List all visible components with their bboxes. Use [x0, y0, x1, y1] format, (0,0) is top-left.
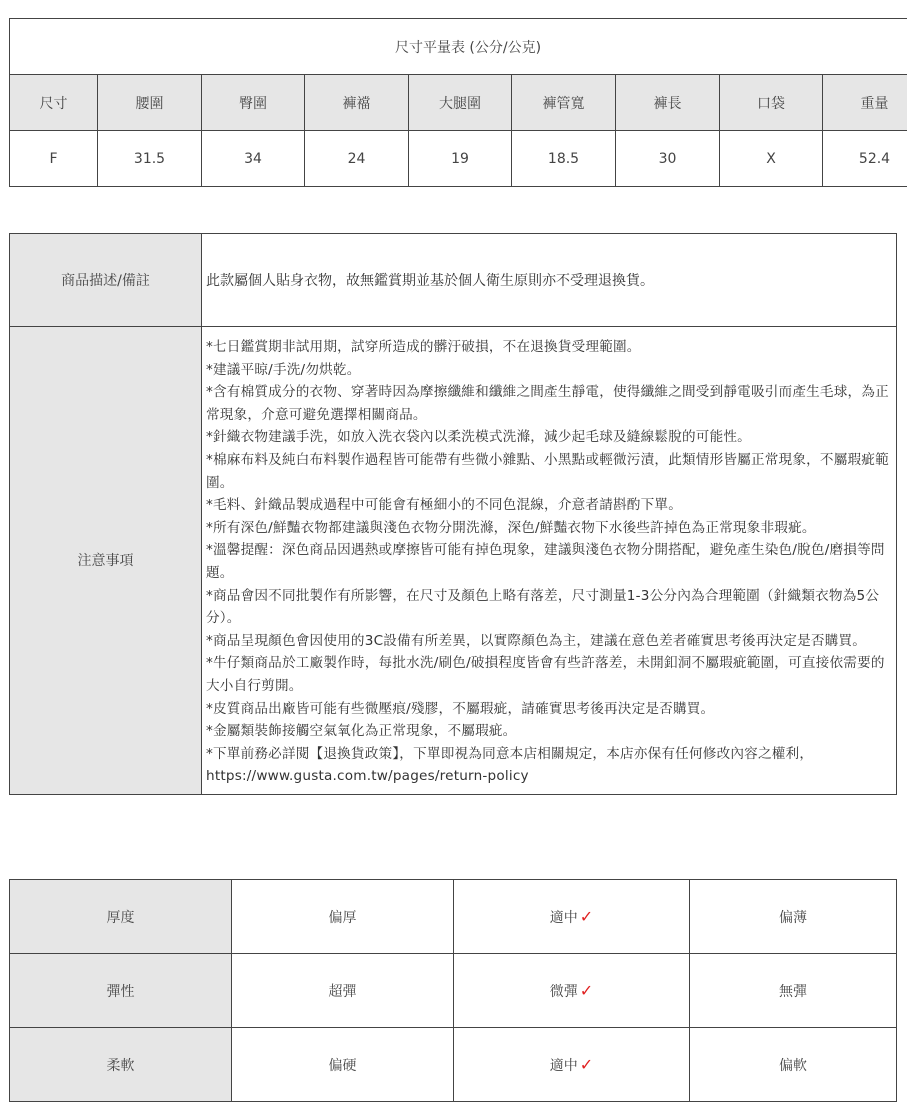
- option-text: 超彈: [328, 983, 357, 1000]
- value-weight: 52.4: [823, 131, 907, 187]
- option-text: 無彈: [779, 983, 807, 1000]
- note-line: *針織衣物建議手洗，如放入洗衣袋內以柔洗模式洗滌，減少起毛球及縫線鬆脫的可能性。: [206, 429, 751, 446]
- attribute-option-selected: [454, 954, 690, 1028]
- note-line: *含有棉質成分的衣物、穿著時因為摩擦纖維和纖維之間產生靜電，使得纖維之間受到靜電吸引而產生毛球，為正常現象，介意可避免選擇相關商品。: [206, 384, 889, 423]
- header-pocket: 口袋: [720, 75, 823, 131]
- note-line: *皮質商品出廠皆可能有些微壓痕/殘膠，不屬瑕疵，請確實思考後再決定是否購買。: [206, 700, 715, 717]
- description-label: 商品描述/備註: [10, 234, 202, 327]
- attribute-option-selected: [454, 1028, 690, 1102]
- header-hip: 臀圍: [202, 75, 305, 131]
- option-text: 適中: [549, 1057, 578, 1074]
- note-line: *棉麻布料及純白布料製作過程皆可能帶有些微小雜點、小黑點或輕微污漬，此類情形皆屬正常現象，不屬瑕疵範圍。: [206, 451, 889, 491]
- product-notes-table: [9, 233, 897, 795]
- value-length: 30: [616, 131, 720, 187]
- description-text: 此款屬個人貼身衣物，故無鑑賞期並基於個人衛生原則亦不受理退換貨。: [202, 234, 897, 327]
- attribute-row-thickness: [10, 880, 897, 954]
- header-leg-opening: 褲管寬: [512, 75, 616, 131]
- size-chart-title: 尺寸平量表 (公分/公克): [10, 19, 907, 75]
- notes-row: [10, 327, 897, 795]
- size-chart-header-row: [10, 75, 907, 131]
- attribute-option: [232, 954, 454, 1028]
- option-text: 微彈: [549, 983, 578, 1000]
- note-line: *七日鑑賞期非試用期，試穿所造成的髒汙破損，不在退換貨受理範圍。: [206, 339, 641, 355]
- value-hip: 34: [202, 131, 305, 187]
- attribute-option-selected: [454, 880, 690, 954]
- note-line: *商品呈現顏色會因使用的3C設備有所差異，以實際顏色為主，建議在意色差者確實思考後再決定是否購買。: [206, 632, 867, 649]
- header-rise: 褲襠: [305, 75, 409, 131]
- attribute-label-elasticity: 彈性: [10, 954, 232, 1028]
- option-text: 適中: [549, 909, 578, 926]
- option-text: 偏厚: [328, 909, 357, 926]
- note-line: *所有深色/鮮豔衣物都建議與淺色衣物分開洗滌，深色/鮮豔衣物下水後些許掉色為正常現象非瑕疵。: [206, 519, 816, 536]
- attribute-label-thickness: 厚度: [10, 880, 232, 954]
- attribute-row-softness: [10, 1028, 897, 1102]
- attribute-label-softness: 柔軟: [10, 1028, 232, 1102]
- option-text: 偏薄: [779, 909, 807, 926]
- header-thigh: 大腿圍: [409, 75, 512, 131]
- size-chart-value-row: [10, 131, 907, 187]
- note-line: *毛料、針織品製成過程中可能會有極細小的不同色混線，介意者請斟酌下單。: [206, 497, 682, 514]
- header-size: 尺寸: [10, 75, 98, 131]
- note-line: *商品會因不同批製作有所影響，在尺寸及顏色上略有落差，尺寸測量1-3公分內為合理範圍（針織類衣物為5公分）。: [206, 587, 880, 627]
- description-row: [10, 234, 897, 327]
- fabric-attributes-table: [9, 879, 897, 1102]
- header-weight: 重量: [823, 75, 907, 131]
- value-leg-opening: 18.5: [512, 131, 616, 187]
- header-length: 褲長: [616, 75, 720, 131]
- attribute-option: [690, 880, 897, 954]
- note-line: *溫馨提醒：深色商品因遇熱或摩擦皆可能有掉色現象，建議與淺色衣物分開搭配，避免產生染色/脫色/磨損等問題。: [206, 542, 885, 581]
- checkmark-icon: ✓: [579, 980, 594, 1000]
- value-size: F: [10, 131, 98, 187]
- checkmark-icon: ✓: [579, 906, 594, 926]
- option-text: 偏硬: [328, 1057, 357, 1074]
- attribute-option: [690, 1028, 897, 1102]
- value-rise: 24: [305, 131, 409, 187]
- size-chart-table: [9, 18, 907, 187]
- notes-content: [202, 327, 897, 795]
- value-pocket: X: [720, 131, 823, 187]
- value-thigh: 19: [409, 131, 512, 187]
- attribute-row-elasticity: [10, 954, 897, 1028]
- attribute-option: [232, 880, 454, 954]
- attribute-option: [690, 954, 897, 1028]
- value-waist: 31.5: [98, 131, 202, 187]
- note-line: *牛仔類商品於工廠製作時，每批水洗/刷色/破損程度皆會有些許落差，未開釦洞不屬瑕疵範圍，可直接依需要的大小自行剪開。: [206, 655, 885, 694]
- header-waist: 腰圍: [98, 75, 202, 131]
- note-line-return-policy: *下單前務必詳閱【退換貨政策】，下單即視為同意本店相關規定，本店亦保有任何修改內容之權利，https://www.gusta.com.tw/pages/return-policy: [206, 745, 814, 785]
- attribute-option: [232, 1028, 454, 1102]
- option-text: 偏軟: [779, 1057, 807, 1074]
- checkmark-icon: ✓: [579, 1054, 594, 1074]
- note-line: *建議平晾/手洗/勿烘乾。: [206, 361, 361, 378]
- notes-label: 注意事項: [10, 327, 202, 795]
- note-line: *金屬類裝飾接觸空氣氧化為正常現象，不屬瑕疵。: [206, 723, 517, 740]
